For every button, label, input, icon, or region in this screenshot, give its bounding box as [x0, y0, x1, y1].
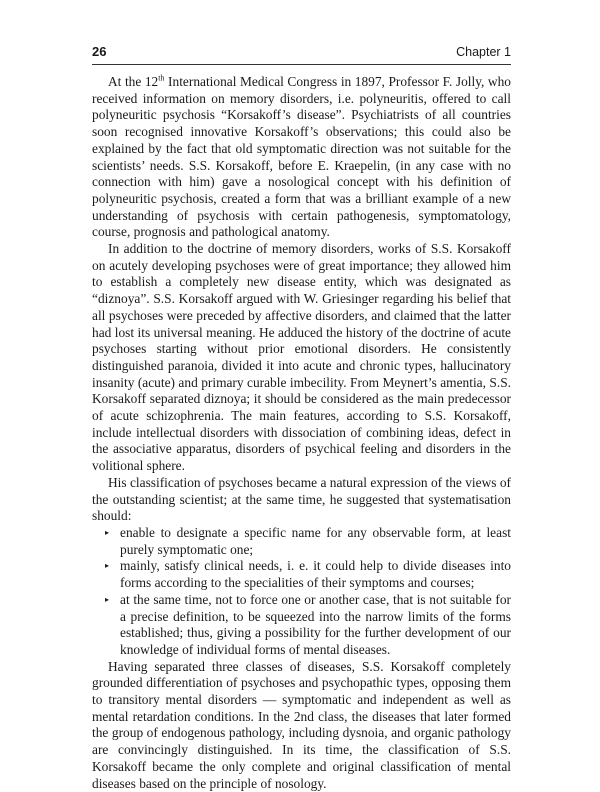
- list-item-text: at the same time, not to force one or another case, that is not suitable for a precise definition, to be squeezed into the narrow limits of the forms established; thus, giving a possibility for the further development of our knowledge of individual forms of mental diseases.: [120, 591, 511, 657]
- chapter-title: Chapter 1: [456, 45, 511, 59]
- list-item: [92, 525, 511, 558]
- list-item: [92, 558, 511, 591]
- paragraph: [92, 74, 511, 241]
- paragraph-text: International Medical Congress in 1897, Professor F. Jolly, who received information on memory disorders, i.e. polyneuritis, offered to call polyneuritic psychosis “Korsakoff’s disease”. Psychiatrists of all countries soon recognised innovative Korsakoff’s observations; this could also be explained by the fact that old symptomatic direction was not suitable for the scientists’ needs. S.S. Korsakoff, before E. Kraepelin, (in any case with no connection with him) gave a nosological concept with his definition of polyneuritic psychosis, created a form that was a brilliant example of a new understanding of psychosis with certain pathogenesis, symptomatology, course, prognosis and pathological anatomy.: [92, 74, 511, 240]
- triangle-bullet-icon: ▸: [105, 527, 110, 537]
- triangle-bullet-icon: ▸: [105, 561, 110, 571]
- list-item-text: mainly, satisfy clinical needs, i. e. it could help to divide diseases into forms according to the specialities of their symptoms and courses;: [120, 558, 511, 591]
- triangle-bullet-icon: ▸: [105, 594, 110, 604]
- paragraph: In addition to the doctrine of memory disorders, works of S.S. Korsakoff on acutely developing psychoses were of great importance; they allowed him to establish a completely new disease entity, which was designated as “diznoya”. S.S. Korsakoff argued with W. Griesinger regarding his belief that all psychoses were preceded by affective disorders, and claimed that the latter had lost its universal meaning. He adduced the history of the doctrine of acute psychoses starting without prior emotional disorders. He consistently distinguished paranoia, divided it into acute and chronic types, hallucinatory insanity (acute) and primary curable imbecility. From Meynert’s amentia, S.S. Korsakoff separated diznoya; it should be considered as the main predecessor of acute schizophrenia. The main features, according to S.S. Korsakoff, include intellectual disorders with dissociation of combining ideas, defect in the associative apparatus, disorders of psychical feeling and disorders in the volitional sphere.: [92, 241, 511, 474]
- paragraph: His classification of psychoses became a natural expression of the views of the outstanding scientist; at the same time, he suggested that systematisation should:: [92, 474, 511, 524]
- paragraph-text: At the 12: [108, 74, 159, 89]
- header-divider: [92, 64, 511, 65]
- ordinal-suffix: th: [158, 73, 165, 83]
- body-text: [92, 74, 511, 792]
- page-header: [92, 44, 511, 64]
- paragraph: Having separated three classes of diseases, S.S. Korsakoff completely grounded differentiation of psychoses and psychopathic types, opposing them to transitory mental disorders — symptomatic and independent as well as mental retardation conditions. In the 2nd class, the diseases that later formed the group of endogenous pathology, including dysnoia, and organic pathology are convincingly distinguished. In its time, the classification of S.S. Korsakoff became the only complete and original classification of mental diseases based on the principle of nosology.: [92, 658, 511, 791]
- page-number: 26: [92, 44, 107, 59]
- list-item: [92, 592, 511, 659]
- bullet-list: [92, 525, 511, 659]
- list-item-text: enable to designate a specific name for any observable form, at least purely symptomatic one;: [120, 524, 511, 557]
